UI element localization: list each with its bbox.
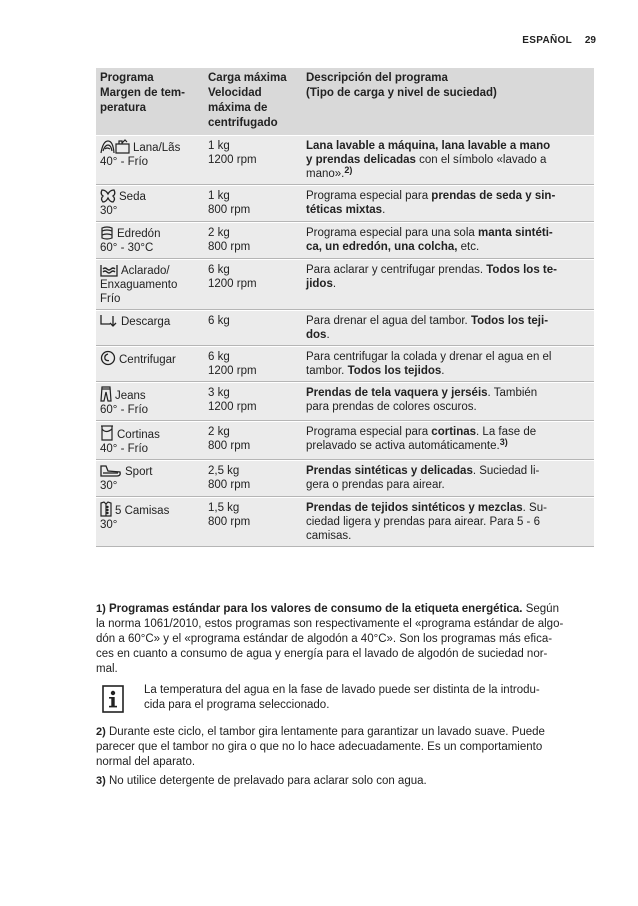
table-row — [96, 260, 594, 311]
program-name: Seda — [119, 191, 146, 203]
load-cell — [204, 383, 302, 422]
description-line: Prendas sintéticas y delicadas. Suciedad li- — [306, 465, 540, 477]
table-row — [96, 347, 594, 383]
table-row — [96, 498, 594, 548]
program-cell — [96, 311, 204, 347]
description-line: gera o prendas para airear. — [306, 479, 445, 491]
page-number: 29 — [584, 35, 596, 46]
max-load: 2,5 kg — [208, 465, 240, 477]
program-name: Centrifugar — [119, 354, 176, 366]
info-icon — [102, 685, 124, 713]
description-line: mano».$^{2)}$ — [306, 165, 353, 180]
max-load: 1 kg — [208, 140, 230, 152]
program-cell — [96, 260, 204, 311]
spin-speed: 800 rpm — [208, 241, 251, 253]
description-line: ca, un edredón, una colcha, etc. — [306, 241, 480, 253]
load-cell — [204, 186, 302, 223]
max-load: 2 kg — [208, 426, 230, 438]
duvet-icon — [100, 226, 114, 240]
max-load: 2 kg — [208, 227, 230, 239]
description-cell — [302, 223, 594, 260]
load-cell — [204, 223, 302, 260]
load-cell — [204, 422, 302, 461]
footnote-3: 3) No utilice detergente de prelavado para aclarar solo con agua. — [96, 775, 427, 787]
table-row — [96, 422, 594, 461]
jeans-icon — [100, 386, 112, 402]
language-label: ESPAÑOL — [522, 35, 572, 46]
program-temperature: 30° — [100, 480, 118, 492]
program-name-2: Enxaguamento — [100, 279, 178, 291]
table-row — [96, 461, 594, 498]
load-cell — [204, 461, 302, 498]
footnote-1: 1) Programas estándar para los valores de consumo de la etiqueta energética. Según la norma 1061/2010, estos programas son respectivamente el «programa estándar de algo- dón a 60°C» y el «programa estándar de algodón a 40°C». Son los programas más efica- ces en cuanto a consumo de agua y energía para el lavado de algodón de suciedad nor- mal. — [96, 603, 564, 675]
description-cell — [302, 422, 594, 461]
program-temperature: Frío — [100, 293, 121, 305]
max-load: 6 kg — [208, 315, 230, 327]
info-note: La temperatura del agua en la fase de lavado puede ser distinta de la introdu- cida para el programa seleccionado. — [96, 683, 594, 717]
table-row — [96, 383, 594, 422]
program-cell — [96, 136, 204, 186]
spin-speed: 800 rpm — [208, 440, 251, 452]
footnote-2: 2) Durante este ciclo, el tambor gira lentamente para garantizar un lavado suave. Puede parecer que el tambor no gira o que no lo hace adecuadamente. Es un comportamiento normal del aparato. — [96, 726, 545, 768]
program-cell — [96, 461, 204, 498]
max-load: 6 kg — [208, 264, 230, 276]
spin-speed: 1200 rpm — [208, 278, 257, 290]
max-load: 1,5 kg — [208, 502, 240, 514]
description-cell — [302, 383, 594, 422]
description-line: Prendas de tejidos sintéticos y mezclas. Su- — [306, 502, 547, 514]
spin-speed: 800 rpm — [208, 204, 251, 216]
description-line: dos. — [306, 329, 330, 341]
program-name: Cortinas — [117, 429, 160, 441]
program-name: Aclarado/ — [121, 265, 170, 277]
max-load: 1 kg — [208, 190, 230, 202]
max-load: 6 kg — [208, 351, 230, 363]
spin-speed: 1200 rpm — [208, 401, 257, 413]
header-load: Carga máxima Velocidad máxima de centrifugado — [204, 68, 302, 136]
rinse-icon — [100, 263, 118, 277]
description-line: ciedad ligera y prendas para airear. Para 5 - 6 — [306, 516, 540, 528]
program-name: 5 Camisas — [115, 505, 170, 517]
description-cell — [302, 136, 594, 186]
description-line: prelavado se activa automáticamente.$^{3)}$ — [306, 437, 508, 452]
description-line: Programa especial para una sola manta sintéti- — [306, 227, 553, 239]
max-load: 3 kg — [208, 387, 230, 399]
description-line: jidos. — [306, 278, 337, 290]
description-line: Programa especial para cortinas. La fase de — [306, 426, 537, 438]
description-line: y prendas delicadas con el símbolo «lavado a — [306, 154, 547, 166]
table-row — [96, 136, 594, 186]
description-line: Lana lavable a máquina, lana lavable a mano — [306, 140, 551, 152]
shirts-icon — [100, 501, 112, 517]
program-temperature: 30° — [100, 205, 118, 217]
spin-speed: 1200 rpm — [208, 154, 257, 166]
description-line: Prendas de tela vaquera y jerséis. También — [306, 387, 538, 399]
description-line: Para centrifugar la colada y drenar el agua en el — [306, 351, 552, 363]
table-row — [96, 223, 594, 260]
description-line: Para drenar el agua del tambor. Todos los teji- — [306, 315, 549, 327]
description-cell — [302, 311, 594, 347]
program-cell — [96, 422, 204, 461]
description-line: Programa especial para prendas de seda y sin- — [306, 190, 556, 202]
footnotes — [96, 602, 594, 793]
load-cell — [204, 260, 302, 311]
load-cell — [204, 136, 302, 186]
drain-icon — [100, 314, 118, 328]
program-temperature: 60° - 30°C — [100, 242, 154, 254]
program-name: Sport — [125, 466, 153, 478]
program-cell — [96, 498, 204, 548]
program-cell — [96, 186, 204, 223]
program-temperature: 40° - Frío — [100, 156, 149, 168]
description-cell — [302, 260, 594, 311]
description-cell — [302, 498, 594, 548]
page-header — [0, 34, 638, 50]
description-line: camisas. — [306, 530, 352, 542]
program-name: Lana/Lãs — [133, 142, 181, 154]
spin-icon — [100, 350, 116, 366]
description-cell — [302, 186, 594, 223]
description-line: tambor. Todos los tejidos. — [306, 365, 445, 377]
header-program: Programa Margen de tem- peratura — [96, 68, 204, 136]
sport-icon — [100, 464, 122, 478]
program-temperature: 40° - Frío — [100, 443, 149, 455]
load-cell — [204, 498, 302, 548]
spin-speed: 1200 rpm — [208, 365, 257, 377]
spin-speed: 800 rpm — [208, 516, 251, 528]
load-cell — [204, 311, 302, 347]
program-name: Jeans — [115, 390, 146, 402]
program-name: Descarga — [121, 316, 171, 328]
description-line: Para aclarar y centrifugar prendas. Todos los te- — [306, 264, 557, 276]
curtains-icon — [100, 425, 114, 441]
table-row — [96, 186, 594, 223]
program-temperature: 30° — [100, 519, 118, 531]
program-cell — [96, 223, 204, 260]
program-cell — [96, 383, 204, 422]
program-name: Edredón — [117, 228, 161, 240]
table-header-row — [96, 68, 594, 136]
header-description: Descripción del programa (Tipo de carga y nivel de suciedad) — [302, 68, 594, 136]
table-row — [96, 311, 594, 347]
description-cell — [302, 461, 594, 498]
load-cell — [204, 347, 302, 383]
description-line: téticas mixtas. — [306, 204, 386, 216]
silk-icon — [100, 189, 116, 203]
wool-handwash-icon — [100, 139, 130, 154]
program-temperature: 60° - Frío — [100, 404, 149, 416]
program-cell — [96, 347, 204, 383]
description-line: para prendas de colores oscuros. — [306, 401, 477, 413]
spin-speed: 800 rpm — [208, 479, 251, 491]
programs-table — [96, 68, 594, 548]
description-cell — [302, 347, 594, 383]
